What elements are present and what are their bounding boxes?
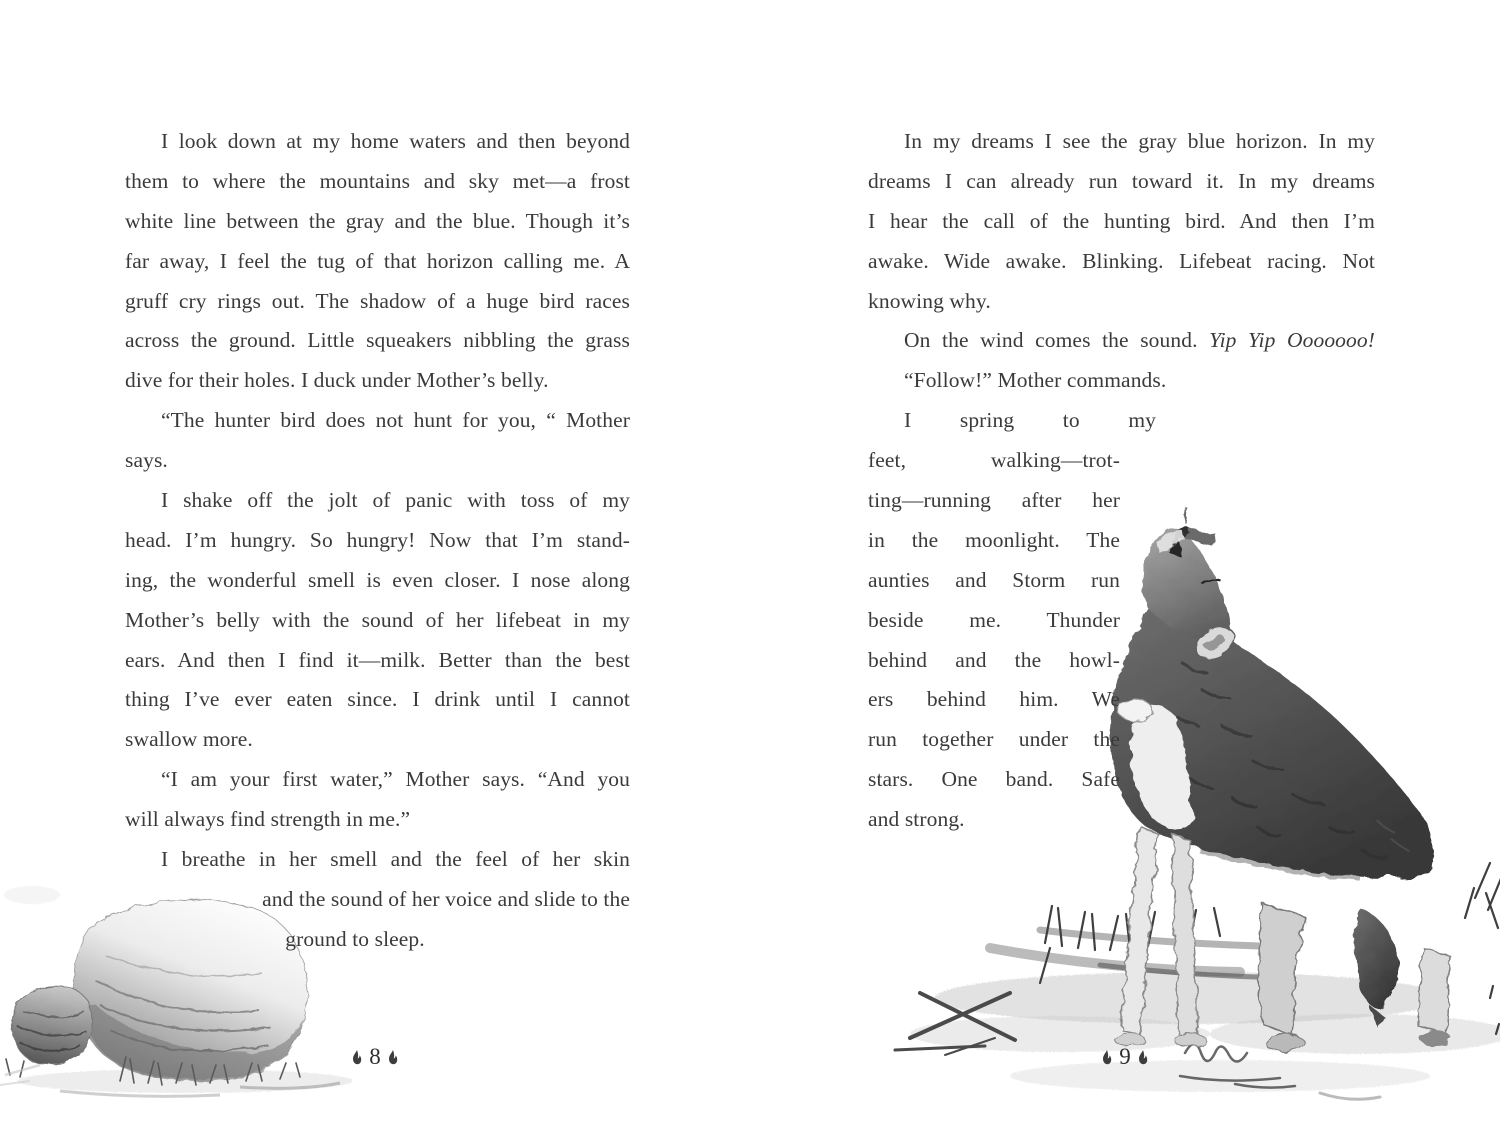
text-line — [125, 800, 630, 840]
text-segment: head. I’m hungry. So hungry! Now that I’m stand- — [125, 527, 630, 552]
text-segment: I shake off the jolt of panic with toss of my — [161, 488, 630, 513]
left-page-footer — [0, 1044, 750, 1070]
text-line — [125, 561, 630, 601]
text-segment: I hear the call of the hunting bird. And then I’m — [868, 208, 1375, 233]
flame-ornament-icon — [1137, 1049, 1149, 1065]
text-segment: them to where the mountains and sky met—a frost — [125, 168, 630, 193]
page-number: 9 — [1119, 1044, 1131, 1069]
text-line — [125, 481, 630, 521]
text-segment: thing I’ve ever eaten since. I drink until I cannot — [125, 687, 630, 712]
text-segment: ers behind him. We — [868, 687, 1120, 712]
flame-ornament-icon — [1101, 1049, 1113, 1065]
text-segment: and the sound of her voice and slide to the — [262, 886, 630, 911]
text-segment: swallow more. — [125, 727, 253, 752]
text-line — [125, 242, 630, 282]
text-line — [125, 361, 630, 401]
text-line — [868, 202, 1375, 242]
text-segment: I breathe in her smell and the feel of her skin — [161, 847, 630, 872]
text-segment: dive for their holes. I duck under Mother’s belly. — [125, 368, 549, 393]
text-line — [868, 720, 1120, 760]
text-line — [125, 680, 630, 720]
text-segment: ground to sleep. — [285, 926, 425, 951]
text-line — [868, 800, 1120, 840]
text-line — [125, 441, 630, 481]
text-line — [868, 481, 1120, 521]
text-segment: dreams I can already run toward it. In my dreams — [868, 168, 1375, 193]
text-segment: will always find strength in me.” — [125, 807, 411, 832]
left-page-text — [125, 122, 630, 960]
text-line — [868, 680, 1120, 720]
text-segment: ing, the wonderful smell is even closer. I nose along — [125, 567, 630, 592]
text-line — [868, 361, 1375, 401]
text-segment: “Follow!” Mother commands. — [904, 368, 1167, 393]
flame-ornament-icon — [351, 1049, 363, 1065]
text-segment: In my dreams I see the gray blue horizon. In my — [904, 129, 1375, 153]
text-line — [868, 561, 1120, 601]
text-line — [125, 162, 630, 202]
text-line — [125, 601, 630, 641]
text-segment: feet, walking—trot- — [868, 448, 1120, 473]
text-line — [868, 162, 1375, 202]
text-line — [868, 401, 1156, 441]
text-segment: On the wind comes the sound. — [904, 328, 1210, 353]
page-number: 8 — [369, 1044, 381, 1069]
text-segment: across the ground. Little squeakers nibbling the grass — [125, 328, 630, 353]
text-segment: stars. One band. Safe — [868, 767, 1120, 792]
text-segment: “I am your first water,” Mother says. “And you — [161, 767, 630, 792]
text-segment: “The hunter bird does not hunt for you, “ Mother — [161, 408, 630, 433]
text-segment: white line between the gray and the blue. Though it’s — [125, 208, 630, 233]
text-segment: aunties and Storm run — [868, 567, 1120, 592]
italic-text: Yip Yip Ooooooo! — [1209, 328, 1375, 353]
text-segment: I look down at my home waters and then beyond — [161, 129, 630, 153]
text-segment: awake. Wide awake. Blinking. Lifebeat racing. Not — [868, 248, 1375, 273]
text-line — [125, 840, 630, 880]
text-segment: behind and the howl- — [868, 647, 1120, 672]
text-segment: knowing why. — [868, 288, 991, 313]
text-line — [125, 122, 630, 162]
text-line — [868, 321, 1375, 361]
text-line — [868, 122, 1375, 162]
text-line — [125, 521, 630, 561]
text-segment: ting—running after her — [868, 488, 1120, 513]
text-line — [125, 641, 630, 681]
text-line — [868, 641, 1120, 681]
text-segment: beside me. Thunder — [868, 607, 1120, 632]
text-line — [868, 441, 1120, 481]
text-segment: Mother’s belly with the sound of her lifebeat in my — [125, 607, 630, 632]
text-segment: and strong. — [868, 807, 965, 832]
right-page-text — [868, 122, 1375, 840]
text-line — [125, 880, 630, 920]
text-segment: gruff cry rings out. The shadow of a huge bird races — [125, 288, 630, 313]
text-line — [868, 282, 1375, 322]
text-segment: says. — [125, 448, 168, 473]
text-line — [868, 760, 1120, 800]
right-page-footer — [750, 1044, 1500, 1070]
text-line — [868, 601, 1120, 641]
right-page — [750, 0, 1500, 1125]
text-line — [125, 282, 630, 322]
text-line — [868, 242, 1375, 282]
text-segment: run together under the — [868, 727, 1120, 752]
text-line — [125, 920, 630, 960]
text-segment: ears. And then I find it—milk. Better than the best — [125, 647, 630, 672]
flame-ornament-icon — [387, 1049, 399, 1065]
text-segment: in the moonlight. The — [868, 527, 1120, 552]
text-line — [125, 720, 630, 760]
text-segment: far away, I feel the tug of that horizon calling me. A — [125, 248, 630, 273]
text-segment: I spring to my — [904, 408, 1156, 433]
text-line — [125, 321, 630, 361]
text-line — [868, 521, 1120, 561]
text-line — [125, 760, 630, 800]
text-line — [125, 401, 630, 441]
text-line — [125, 202, 630, 242]
